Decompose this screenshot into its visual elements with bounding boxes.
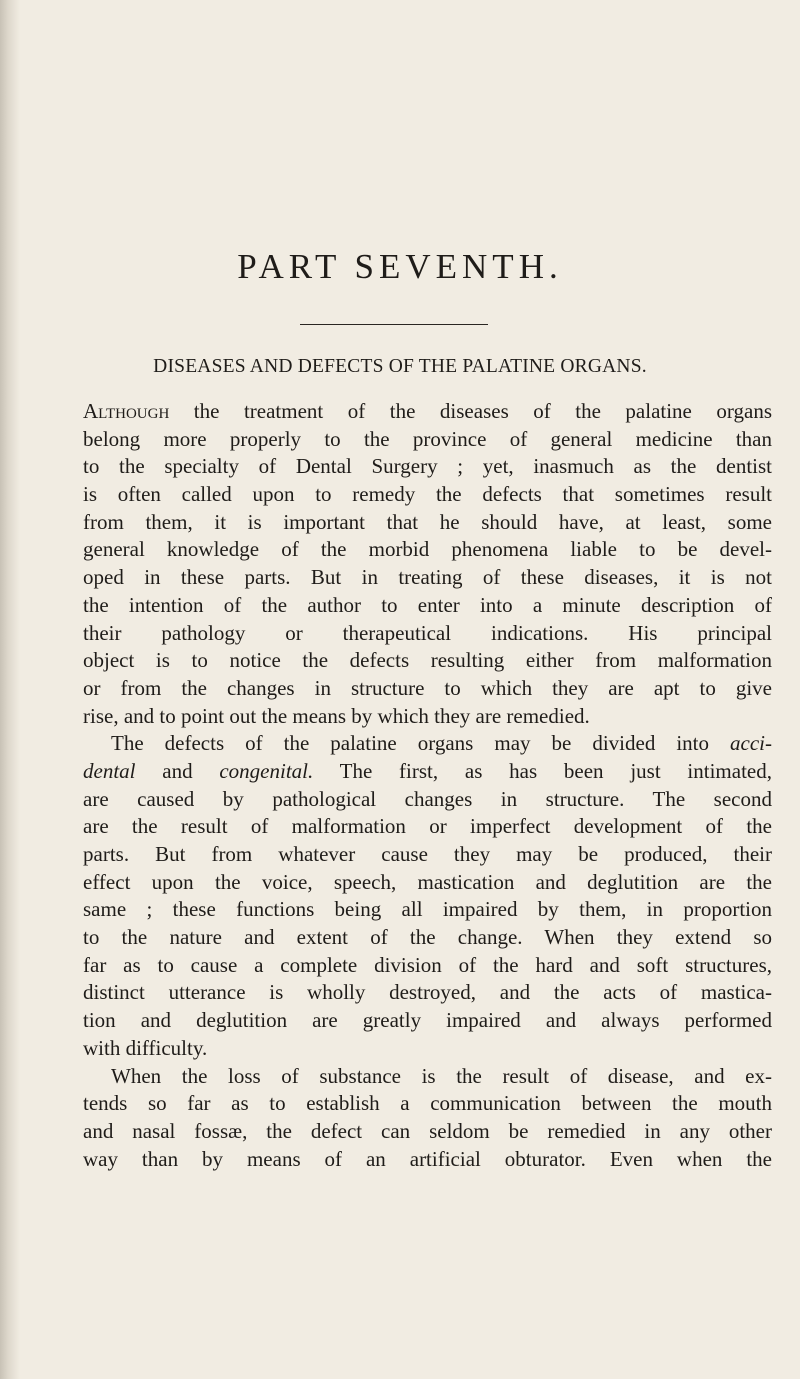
text-line: their pathology or therapeutical indications. His principal — [83, 620, 772, 645]
section-heading: DISEASES AND DEFECTS OF THE PALATINE ORGANS. — [153, 356, 647, 377]
text-line: object is to notice the defects resulting either from malformation — [83, 648, 772, 673]
line-text: The first, as has been just intimated, — [313, 758, 772, 783]
text-line: effect upon the voice, speech, mastication and deglutition are the — [83, 869, 772, 894]
text-line: with difficulty. — [83, 1035, 208, 1060]
italic-text: congenital. — [219, 758, 314, 783]
italic-text: dental — [83, 758, 136, 783]
text-line: are caused by pathological changes in structure. The second — [83, 786, 772, 811]
text-line: to the specialty of Dental Surgery ; yet, inasmuch as the dentist — [83, 454, 772, 479]
text-line — [83, 758, 772, 786]
text-line: distinct utterance is wholly destroyed, and the acts of mastica- — [83, 980, 772, 1005]
drop-lead-word: Although — [83, 399, 170, 423]
text-line: oped in these parts. But in treating of these diseases, it is not — [83, 565, 772, 590]
text-line: the intention of the author to enter into a minute description of — [83, 592, 772, 617]
text-line: to the nature and extent of the change. When they extend so — [83, 925, 772, 950]
text-line: is often called upon to remedy the defects that sometimes result — [83, 482, 772, 507]
body-text — [83, 398, 772, 1173]
title-rule — [300, 324, 488, 325]
text-line: belong more properly to the province of general medicine than — [83, 426, 772, 451]
text-line: general knowledge of the morbid phenomena liable to be devel- — [83, 537, 772, 562]
text-line: far as to cause a complete division of the hard and soft structures, — [83, 952, 772, 977]
text-line: and nasal fossæ, the defect can seldom be remedied in any other — [83, 1118, 772, 1143]
text-line: tion and deglutition are greatly impaired and always performed — [83, 1008, 772, 1033]
line-text: and — [135, 758, 220, 783]
text-line: parts. But from whatever cause they may be produced, their — [83, 842, 772, 866]
text-line: same ; these functions being all impaired by them, in proportion — [83, 897, 772, 922]
text-line: are the result of malformation or imperfect development of the — [83, 814, 772, 839]
text-line: When the loss of substance is the result of disease, and ex- — [111, 1063, 772, 1088]
text-line: tends so far as to establish a communication between the mouth — [83, 1091, 772, 1116]
text-line: or from the changes in structure to which they are apt to give — [83, 675, 772, 700]
line-text: The defects of the palatine organs may be divided into — [111, 731, 731, 756]
text-line: from them, it is important that he should have, at least, some — [83, 509, 772, 534]
italic-text: acci- — [730, 731, 772, 756]
text-line: way than by means of an artificial obturator. Even when the — [83, 1146, 772, 1171]
line-text: the treatment of the diseases of the palatine organs — [169, 399, 772, 423]
text-line — [83, 730, 772, 758]
part-title: PART SEVENTH. — [237, 247, 563, 286]
text-line — [83, 398, 772, 426]
text-line: rise, and to point out the means by which they are remedied. — [83, 703, 590, 728]
